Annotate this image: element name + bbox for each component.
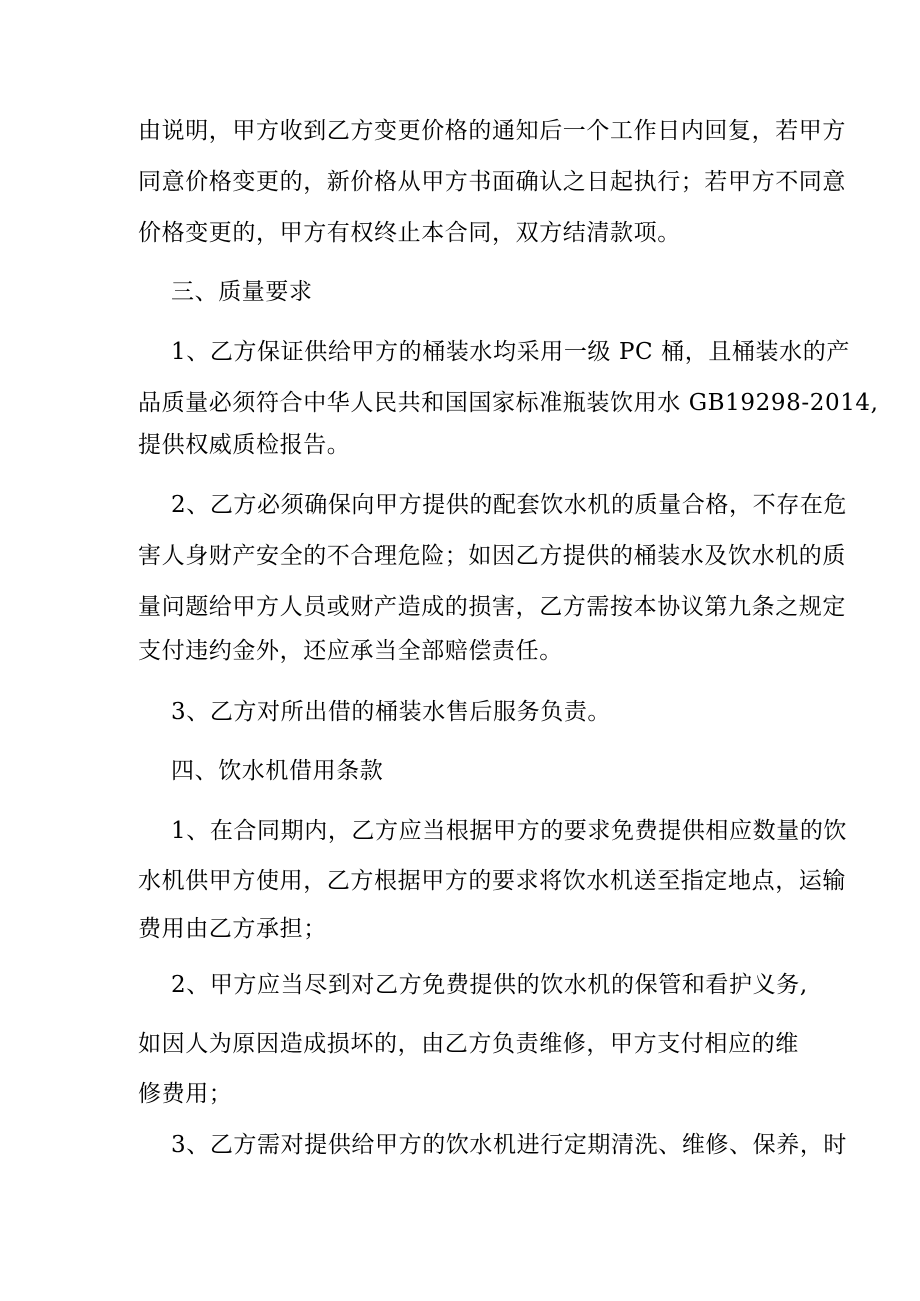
paragraph-line: 1、在合同期内，乙方应当根据甲方的要求免费提供相应数量的饮 bbox=[171, 818, 848, 844]
paragraph-line: 如因人为原因造成损坏的，由乙方负责维修，甲方支付相应的维 bbox=[138, 1031, 799, 1057]
section-heading-dispenser: 四、饮水机借用条款 bbox=[171, 758, 384, 784]
paragraph-line: 支付违约金外，还应承当全部赔偿责任。 bbox=[138, 638, 563, 664]
paragraph-line: 害人身财产安全的不合理危险；如因乙方提供的桶装水及饮水机的质 bbox=[138, 543, 846, 569]
paragraph-line: 同意价格变更的，新价格从甲方书面确认之日起执行；若甲方不同意 bbox=[138, 169, 846, 195]
paragraph-line: 水机供甲方使用，乙方根据甲方的要求将饮水机送至指定地点，运输 bbox=[138, 868, 846, 894]
section-heading-quality: 三、质量要求 bbox=[171, 279, 313, 305]
paragraph-line: 提供权威质检报告。 bbox=[138, 432, 351, 458]
paragraph-line: 品质量必须符合中华人民共和国国家标准瓶装饮用水 GB19298-2014, bbox=[138, 390, 879, 416]
paragraph-line: 2、甲方应当尽到对乙方免费提供的饮水机的保管和看护义务, bbox=[171, 972, 808, 998]
paragraph-line: 价格变更的，甲方有权终止本合同，双方结清款项。 bbox=[138, 220, 681, 246]
paragraph-line: 3、乙方对所出借的桶装水售后服务负责。 bbox=[171, 699, 612, 725]
paragraph-line: 修费用； bbox=[138, 1081, 233, 1107]
paragraph-line: 2、乙方必须确保向甲方提供的配套饮水机的质量合格，不存在危 bbox=[171, 492, 848, 518]
paragraph-line: 1、乙方保证供给甲方的桶装水均采用一级 PC 桶，且桶装水的产 bbox=[171, 339, 850, 365]
paragraph-line: 由说明，甲方收到乙方变更价格的通知后一个工作日内回复，若甲方 bbox=[138, 118, 846, 144]
paragraph-line: 量问题给甲方人员或财产造成的损害，乙方需按本协议第九条之规定 bbox=[138, 594, 846, 620]
paragraph-line: 费用由乙方承担； bbox=[138, 916, 327, 942]
paragraph-line: 3、乙方需对提供给甲方的饮水机进行定期清洗、维修、保养，时 bbox=[171, 1132, 848, 1158]
